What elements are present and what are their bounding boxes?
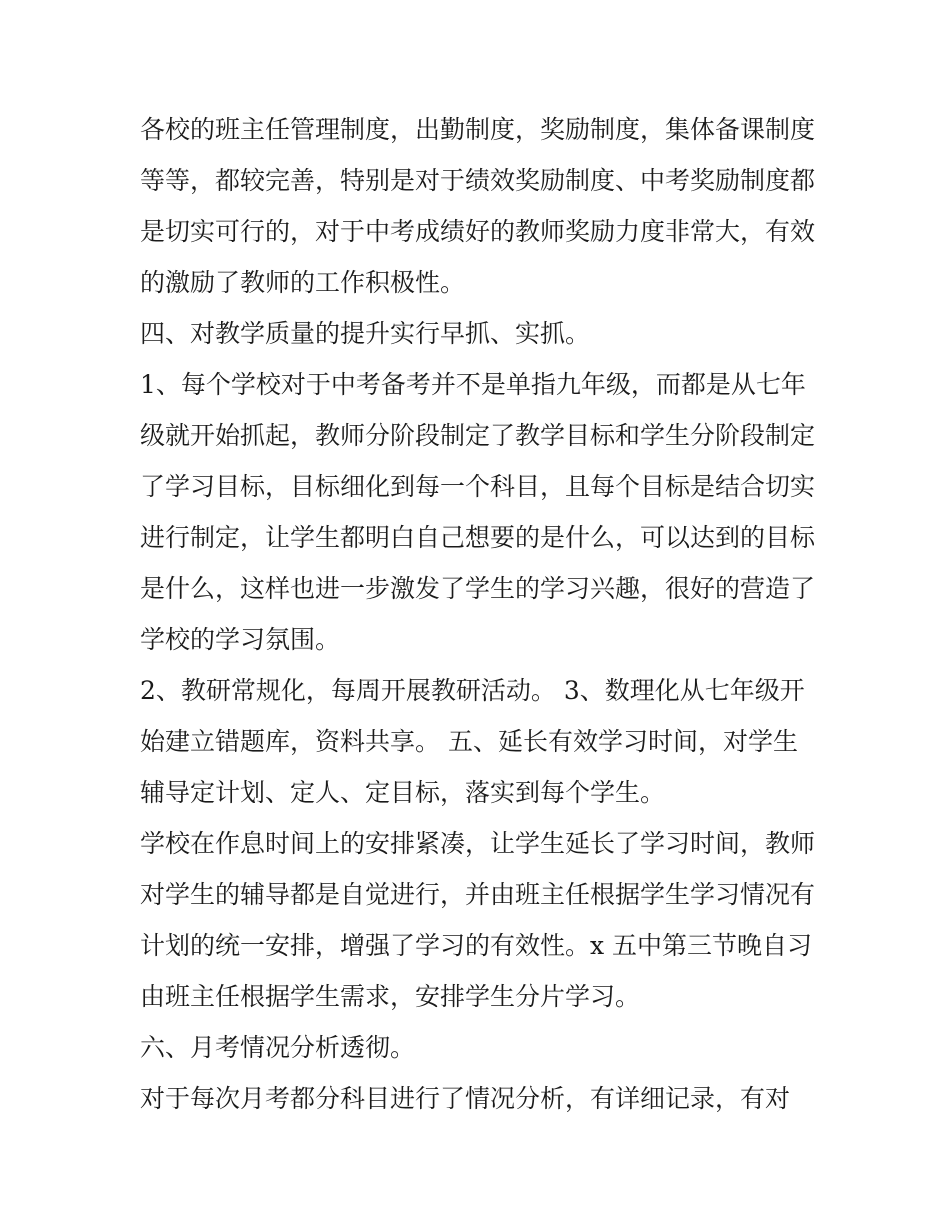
text-line: 对学生的辅导都是自觉进行，并由班主任根据学生学习情况有 — [140, 880, 816, 909]
text-line: 1、每个学校对于中考备考并不是单指九年级，而都是从七年 — [140, 370, 806, 399]
text-line: 是什么，这样也进一步激发了学生的学习兴趣，很好的营造了 — [140, 574, 816, 603]
text-line: 由班主任根据学生需求，安排学生分片学习。 — [140, 982, 641, 1011]
text-line: 2、教研常规化，每周开展教研活动。 3、数理化从七年级开 — [140, 676, 805, 705]
body-text — [140, 104, 815, 1124]
text-line: 辅导定计划、定人、定目标，落实到每个学生。 — [140, 778, 666, 807]
text-line: 了学习目标，目标细化到每一个科目，且每个目标是结合切实 — [140, 472, 816, 501]
text-line: 对于每次月考都分科目进行了情况分析，有详细记录，有对 — [140, 1084, 791, 1113]
text-line: 等等，都较完善，特别是对于绩效奖励制度、中考奖励制度都 — [140, 166, 816, 195]
text-line: 各校的班主任管理制度，出勤制度，奖励制度，集体备课制度 — [140, 115, 816, 144]
text-line: 学校的学习氛围。 — [140, 625, 341, 654]
section-heading: 六、月考情况分析透彻。 — [140, 1033, 416, 1062]
text-line: 始建立错题库，资料共享。 五、延长有效学习时间，对学生 — [140, 727, 798, 756]
text-line: 进行制定，让学生都明白自己想要的是什么，可以达到的目标 — [140, 523, 816, 552]
text-line: 级就开始抓起，教师分阶段制定了教学目标和学生分阶段制定 — [140, 421, 816, 450]
text-line: 的激励了教师的工作积极性。 — [140, 268, 466, 297]
section-heading: 四、对教学质量的提升实行早抓、实抓。 — [140, 319, 591, 348]
text-line: 是切实可行的，对于中考成绩好的教师奖励力度非常大，有效 — [140, 217, 816, 246]
text-line: 计划的统一安排，增强了学习的有效性。x 五中第三节晚自习 — [140, 931, 813, 960]
text-line: 学校在作息时间上的安排紧凑，让学生延长了学习时间，教师 — [140, 829, 816, 858]
